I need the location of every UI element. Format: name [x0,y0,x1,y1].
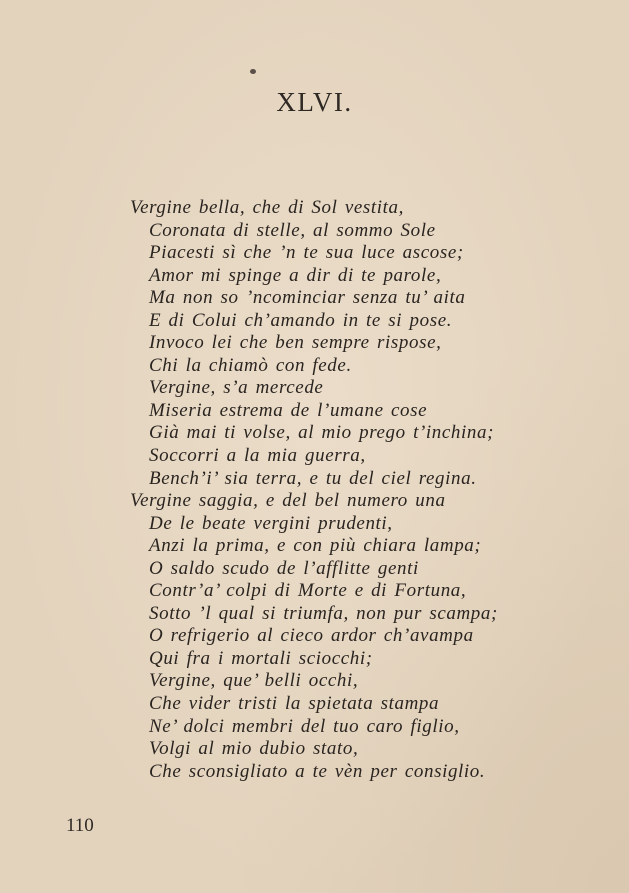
ink-speck [250,69,256,74]
poem-line: E di Colui ch’amando in te si pose. [149,309,453,331]
poem-line: Che sconsigliato a te vèn per consiglio. [149,760,486,782]
poem-line: Vergine, s’a mercede [149,377,324,399]
poem-line: Che vider tristi la spietata stampa [149,693,440,715]
poem-text [130,197,600,783]
poem-line: O refrigerio al cieco ardor ch’avampa [149,625,474,647]
poem-line: Miseria estrema de l’umane cose [149,399,428,421]
poem-line: Sotto ’l qual si triumfa, non pur scampa; [149,602,498,624]
poem-line: Ma non so ’ncominciar senza tu’ aita [149,287,466,309]
poem-line: Bench’i’ sia terra, e tu del ciel regina. [149,467,477,489]
poem-line: Vergine saggia, e del bel numero una [130,490,446,512]
poem-line: Chi la chiamò con fede. [149,354,352,376]
poem-line: Volgi al mio dubio stato, [149,738,359,760]
poem-line: De le beate vergini prudenti, [149,512,393,534]
poem-line: Già mai ti volse, al mio prego t’inchina; [149,422,495,444]
poem-line: Contr’a’ colpi di Morte e di Fortuna, [149,580,467,602]
poem-line: Vergine bella, che di Sol vestita, [130,197,404,218]
poem-line: Amor mi spinge a dir di te parole, [149,264,442,286]
chapter-heading: XLVI. [276,87,353,117]
poem-line: O saldo scudo de l’afflitte genti [149,557,419,579]
poem-line: Piacesti sì che ’n te sua luce ascose; [149,242,464,264]
poem-line: Invoco lei che ben sempre rispose, [149,332,442,354]
poem-line: Anzi la prima, e con più chiara lampa; [149,535,482,557]
poem-line: Qui fra i mortali sciocchi; [149,647,373,669]
page-number: 110 [66,815,94,836]
poem-line: Vergine, que’ belli occhi, [149,670,359,692]
poem-line: Soccorri a la mia guerra, [149,445,366,467]
poem-line: Ne’ dolci membri del tuo caro figlio, [149,715,460,737]
poem-line: Coronata di stelle, al sommo Sole [149,219,436,241]
